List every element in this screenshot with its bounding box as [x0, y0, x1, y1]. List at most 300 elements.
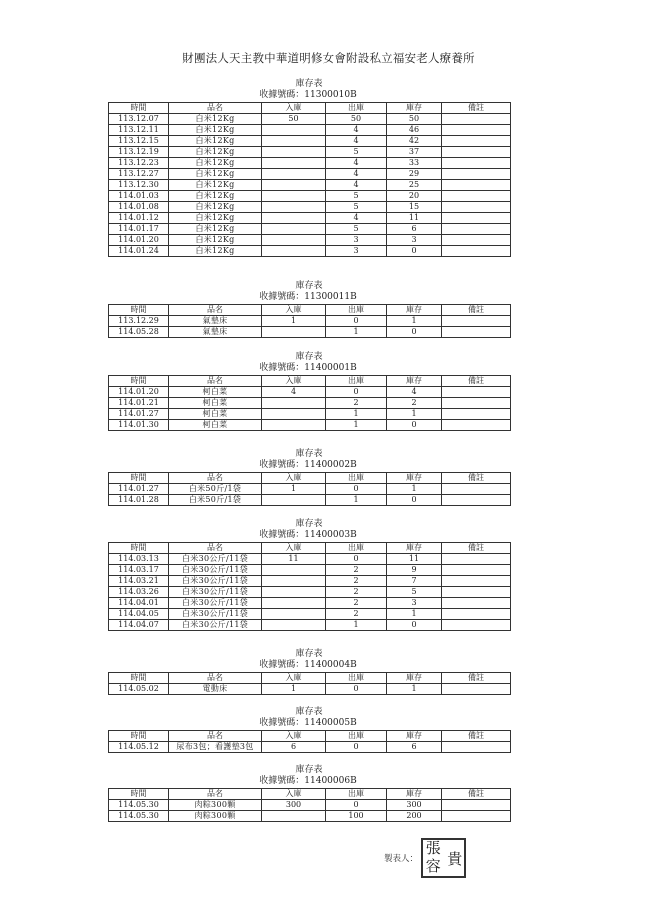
cell-in [262, 224, 326, 235]
cell-date: 114.01.03 [109, 191, 169, 202]
cell-note [442, 409, 511, 420]
table-header-row [109, 305, 511, 316]
table-row [109, 147, 511, 158]
header-note: 備註 [442, 103, 511, 114]
cell-note [442, 742, 511, 753]
cell-stock: 37 [387, 147, 442, 158]
cell-item: 白米50斤/1袋 [169, 484, 262, 495]
header-stock: 庫存 [387, 673, 442, 684]
table-header-row [109, 543, 511, 554]
receipt-number: 收據號碼：11400006B [259, 776, 357, 786]
cell-date: 114.05.30 [109, 811, 169, 822]
receipt-number: 收據號碼：11300011B [259, 292, 357, 302]
header-date: 時間 [109, 305, 169, 316]
cell-note [442, 495, 511, 506]
table-row [109, 576, 511, 587]
header-note: 備註 [442, 789, 511, 800]
cell-item: 肉粽300顆 [169, 800, 262, 811]
cell-date: 114.01.20 [109, 235, 169, 246]
cell-date: 114.04.07 [109, 620, 169, 631]
cell-date: 114.01.17 [109, 224, 169, 235]
inventory-table [108, 102, 511, 257]
cell-in [262, 495, 326, 506]
cell-note [442, 387, 511, 398]
cell-item: 白米12Kg [169, 136, 262, 147]
cell-in [262, 202, 326, 213]
inventory-table-block [108, 79, 510, 257]
cell-in: 4 [262, 387, 326, 398]
header-stock: 庫存 [387, 473, 442, 484]
cell-item: 白米30公斤/11袋 [169, 587, 262, 598]
cell-out: 1 [326, 327, 387, 338]
receipt-number: 收據號碼：11300010B [259, 90, 357, 100]
header-in: 入庫 [262, 305, 326, 316]
header-date: 時間 [109, 543, 169, 554]
cell-in [262, 576, 326, 587]
cell-out: 1 [326, 409, 387, 420]
cell-in [262, 180, 326, 191]
cell-stock: 46 [387, 125, 442, 136]
cell-in [262, 191, 326, 202]
header-note: 備註 [442, 376, 511, 387]
cell-note [442, 327, 511, 338]
cell-stock: 0 [387, 420, 442, 431]
cell-item: 白米12Kg [169, 235, 262, 246]
cell-stock: 4 [387, 387, 442, 398]
inventory-table [108, 788, 511, 822]
cell-in [262, 235, 326, 246]
header-in: 入庫 [262, 103, 326, 114]
cell-stock: 1 [387, 316, 442, 327]
cell-in [262, 125, 326, 136]
table-header-row [109, 789, 511, 800]
cell-stock: 1 [387, 409, 442, 420]
table-row [109, 158, 511, 169]
cell-stock: 6 [387, 742, 442, 753]
cell-date: 114.01.21 [109, 398, 169, 409]
table-caption: 庫存表 [295, 649, 323, 659]
cell-note [442, 147, 511, 158]
table-row [109, 224, 511, 235]
table-row [109, 191, 511, 202]
cell-item: 白米30公斤/11袋 [169, 565, 262, 576]
cell-out: 0 [326, 554, 387, 565]
cell-note [442, 191, 511, 202]
cell-out: 0 [326, 316, 387, 327]
cell-item: 白米12Kg [169, 158, 262, 169]
cell-out: 5 [326, 202, 387, 213]
table-caption: 庫存表 [295, 765, 323, 775]
cell-note [442, 587, 511, 598]
inventory-table [108, 472, 511, 506]
header-date: 時間 [109, 673, 169, 684]
table-row [109, 114, 511, 125]
table-row [109, 565, 511, 576]
cell-stock: 25 [387, 180, 442, 191]
table-row [109, 169, 511, 180]
header-note: 備註 [442, 305, 511, 316]
cell-item: 白米30公斤/11袋 [169, 554, 262, 565]
inventory-table [108, 542, 511, 631]
table-row [109, 420, 511, 431]
cell-in: 1 [262, 316, 326, 327]
header-out: 出庫 [326, 103, 387, 114]
cell-date: 114.04.05 [109, 609, 169, 620]
cell-item: 白米12Kg [169, 224, 262, 235]
header-stock: 庫存 [387, 305, 442, 316]
header-out: 出庫 [326, 543, 387, 554]
cell-item: 白米12Kg [169, 114, 262, 125]
receipt-number: 收據號碼：11400005B [259, 718, 357, 728]
cell-out: 4 [326, 213, 387, 224]
cell-out: 2 [326, 598, 387, 609]
cell-stock: 2 [387, 398, 442, 409]
header-in: 入庫 [262, 376, 326, 387]
cell-stock: 50 [387, 114, 442, 125]
cell-date: 113.12.07 [109, 114, 169, 125]
cell-date: 114.01.24 [109, 246, 169, 257]
table-row [109, 202, 511, 213]
cell-date: 114.01.28 [109, 495, 169, 506]
header-stock: 庫存 [387, 376, 442, 387]
cell-in: 1 [262, 684, 326, 695]
cell-note [442, 125, 511, 136]
cell-note [442, 398, 511, 409]
inventory-table [108, 375, 511, 431]
inventory-table-block [108, 281, 510, 338]
header-in: 入庫 [262, 473, 326, 484]
cell-in: 11 [262, 554, 326, 565]
cell-date: 114.04.01 [109, 598, 169, 609]
cell-stock: 0 [387, 495, 442, 506]
cell-item: 電動床 [169, 684, 262, 695]
stamp-char: 張 [425, 839, 441, 857]
cell-item: 白米30公斤/11袋 [169, 598, 262, 609]
cell-stock: 11 [387, 213, 442, 224]
cell-out: 2 [326, 398, 387, 409]
header-stock: 庫存 [387, 789, 442, 800]
cell-item: 白米12Kg [169, 125, 262, 136]
table-header-row [109, 731, 511, 742]
cell-in: 6 [262, 742, 326, 753]
cell-date: 113.12.23 [109, 158, 169, 169]
header-note: 備註 [442, 673, 511, 684]
header-date: 時間 [109, 376, 169, 387]
table-caption: 庫存表 [295, 79, 323, 89]
header-out: 出庫 [326, 789, 387, 800]
cell-note [442, 811, 511, 822]
cell-out: 0 [326, 684, 387, 695]
cell-in [262, 587, 326, 598]
header-out: 出庫 [326, 673, 387, 684]
cell-item: 白米30公斤/11袋 [169, 620, 262, 631]
cell-note [442, 684, 511, 695]
cell-item: 柯白菜 [169, 420, 262, 431]
inventory-table-block [108, 449, 510, 506]
inventory-table [108, 730, 511, 753]
cell-stock: 1 [387, 609, 442, 620]
cell-out: 50 [326, 114, 387, 125]
inventory-table-block [108, 707, 510, 753]
cell-stock: 3 [387, 598, 442, 609]
cell-date: 114.01.27 [109, 409, 169, 420]
header-item: 品名 [169, 543, 262, 554]
stamp-char: 容 [425, 857, 441, 875]
cell-out: 1 [326, 620, 387, 631]
cell-in [262, 565, 326, 576]
cell-out: 1 [326, 420, 387, 431]
cell-note [442, 576, 511, 587]
cell-item: 白米12Kg [169, 202, 262, 213]
cell-date: 114.01.08 [109, 202, 169, 213]
cell-out: 1 [326, 495, 387, 506]
table-row [109, 387, 511, 398]
header-in: 入庫 [262, 673, 326, 684]
inventory-table [108, 304, 511, 338]
cell-item: 白米50斤/1袋 [169, 495, 262, 506]
cell-note [442, 316, 511, 327]
cell-date: 113.12.29 [109, 316, 169, 327]
cell-note [442, 800, 511, 811]
table-row [109, 409, 511, 420]
table-row [109, 235, 511, 246]
preparer-stamp [421, 838, 466, 878]
cell-note [442, 158, 511, 169]
cell-item: 白米12Kg [169, 246, 262, 257]
cell-in [262, 609, 326, 620]
header-out: 出庫 [326, 473, 387, 484]
cell-date: 113.12.30 [109, 180, 169, 191]
header-in: 入庫 [262, 789, 326, 800]
table-row [109, 742, 511, 753]
cell-in [262, 598, 326, 609]
header-item: 品名 [169, 789, 262, 800]
table-row [109, 213, 511, 224]
cell-note [442, 246, 511, 257]
header-out: 出庫 [326, 305, 387, 316]
cell-item: 肉粽300顆 [169, 811, 262, 822]
header-stock: 庫存 [387, 103, 442, 114]
cell-item: 柯白菜 [169, 387, 262, 398]
cell-stock: 3 [387, 235, 442, 246]
cell-date: 114.05.12 [109, 742, 169, 753]
table-caption: 庫存表 [295, 449, 323, 459]
table-row [109, 620, 511, 631]
cell-note [442, 136, 511, 147]
table-row [109, 246, 511, 257]
cell-note [442, 420, 511, 431]
cell-note [442, 235, 511, 246]
cell-stock: 9 [387, 565, 442, 576]
cell-date: 114.01.12 [109, 213, 169, 224]
cell-out: 5 [326, 224, 387, 235]
cell-note [442, 224, 511, 235]
cell-out: 0 [326, 387, 387, 398]
table-header-row [109, 473, 511, 484]
cell-out: 0 [326, 742, 387, 753]
table-header-row [109, 673, 511, 684]
cell-stock: 1 [387, 484, 442, 495]
cell-date: 113.12.19 [109, 147, 169, 158]
cell-out: 4 [326, 125, 387, 136]
cell-item: 尿布3包；看護墊3包 [169, 742, 262, 753]
receipt-number: 收據號碼：11400003B [259, 530, 357, 540]
cell-stock: 5 [387, 587, 442, 598]
cell-note [442, 213, 511, 224]
header-item: 品名 [169, 305, 262, 316]
header-stock: 庫存 [387, 543, 442, 554]
cell-date: 114.01.20 [109, 387, 169, 398]
cell-stock: 29 [387, 169, 442, 180]
table-row [109, 136, 511, 147]
cell-date: 114.01.30 [109, 420, 169, 431]
inventory-table-block [108, 765, 510, 822]
cell-note [442, 598, 511, 609]
cell-stock: 0 [387, 246, 442, 257]
cell-item: 白米12Kg [169, 213, 262, 224]
cell-out: 0 [326, 484, 387, 495]
cell-date: 114.03.13 [109, 554, 169, 565]
cell-date: 113.12.27 [109, 169, 169, 180]
cell-item: 白米12Kg [169, 180, 262, 191]
cell-out: 4 [326, 180, 387, 191]
cell-in: 50 [262, 114, 326, 125]
cell-stock: 300 [387, 800, 442, 811]
cell-out: 5 [326, 147, 387, 158]
table-row [109, 587, 511, 598]
header-item: 品名 [169, 673, 262, 684]
cell-in: 1 [262, 484, 326, 495]
table-caption: 庫存表 [295, 519, 323, 529]
cell-out: 4 [326, 169, 387, 180]
table-row [109, 684, 511, 695]
header-stock: 庫存 [387, 731, 442, 742]
cell-in: 300 [262, 800, 326, 811]
table-row [109, 495, 511, 506]
table-caption: 庫存表 [295, 281, 323, 291]
header-note: 備註 [442, 543, 511, 554]
cell-out: 5 [326, 191, 387, 202]
cell-stock: 1 [387, 684, 442, 695]
cell-note [442, 620, 511, 631]
cell-out: 2 [326, 609, 387, 620]
table-row [109, 316, 511, 327]
header-item: 品名 [169, 473, 262, 484]
table-caption: 庫存表 [295, 352, 323, 362]
cell-in [262, 246, 326, 257]
cell-stock: 0 [387, 327, 442, 338]
cell-note [442, 554, 511, 565]
cell-in [262, 136, 326, 147]
cell-note [442, 609, 511, 620]
cell-stock: 15 [387, 202, 442, 213]
header-out: 出庫 [326, 376, 387, 387]
cell-note [442, 169, 511, 180]
inventory-table-block [108, 519, 510, 631]
cell-stock: 42 [387, 136, 442, 147]
inventory-table [108, 672, 511, 695]
cell-in [262, 398, 326, 409]
preparer-label: 製表人： [384, 854, 419, 864]
cell-stock: 0 [387, 620, 442, 631]
cell-item: 白米12Kg [169, 191, 262, 202]
receipt-number: 收據號碼：11400002B [259, 460, 357, 470]
cell-date: 114.03.21 [109, 576, 169, 587]
header-in: 入庫 [262, 731, 326, 742]
cell-item: 氣墊床 [169, 316, 262, 327]
cell-stock: 7 [387, 576, 442, 587]
header-item: 品名 [169, 376, 262, 387]
cell-note [442, 202, 511, 213]
cell-in [262, 158, 326, 169]
header-date: 時間 [109, 473, 169, 484]
cell-item: 柯白菜 [169, 409, 262, 420]
table-row [109, 180, 511, 191]
cell-item: 氣墊床 [169, 327, 262, 338]
cell-out: 4 [326, 136, 387, 147]
cell-in [262, 327, 326, 338]
table-row [109, 125, 511, 136]
table-row [109, 800, 511, 811]
cell-item: 白米30公斤/11袋 [169, 576, 262, 587]
cell-stock: 6 [387, 224, 442, 235]
header-note: 備註 [442, 731, 511, 742]
cell-date: 114.05.02 [109, 684, 169, 695]
cell-date: 114.05.28 [109, 327, 169, 338]
inventory-table-block [108, 352, 510, 431]
cell-in [262, 420, 326, 431]
cell-in [262, 620, 326, 631]
cell-out: 2 [326, 565, 387, 576]
header-date: 時間 [109, 789, 169, 800]
cell-date: 114.01.27 [109, 484, 169, 495]
cell-date: 114.03.26 [109, 587, 169, 598]
table-row [109, 484, 511, 495]
inventory-table-block [108, 649, 510, 695]
header-item: 品名 [169, 731, 262, 742]
cell-out: 2 [326, 576, 387, 587]
header-out: 出庫 [326, 731, 387, 742]
cell-date: 113.12.15 [109, 136, 169, 147]
table-header-row [109, 103, 511, 114]
table-row [109, 398, 511, 409]
cell-item: 白米12Kg [169, 169, 262, 180]
table-header-row [109, 376, 511, 387]
cell-item: 柯白菜 [169, 398, 262, 409]
table-row [109, 598, 511, 609]
cell-date: 113.12.11 [109, 125, 169, 136]
table-row [109, 327, 511, 338]
header-note: 備註 [442, 473, 511, 484]
header-item: 品名 [169, 103, 262, 114]
header-in: 入庫 [262, 543, 326, 554]
cell-in [262, 811, 326, 822]
cell-out: 4 [326, 158, 387, 169]
header-date: 時間 [109, 103, 169, 114]
cell-out: 2 [326, 587, 387, 598]
cell-out: 3 [326, 235, 387, 246]
cell-note [442, 565, 511, 576]
document-title: 財團法人天主教中華道明修女會附設私立福安老人療養所 [182, 51, 475, 65]
receipt-number: 收據號碼：11400001B [259, 363, 357, 373]
cell-stock: 20 [387, 191, 442, 202]
table-row [109, 554, 511, 565]
table-row [109, 811, 511, 822]
cell-in [262, 169, 326, 180]
table-row [109, 609, 511, 620]
receipt-number: 收據號碼：11400004B [259, 660, 357, 670]
cell-out: 3 [326, 246, 387, 257]
